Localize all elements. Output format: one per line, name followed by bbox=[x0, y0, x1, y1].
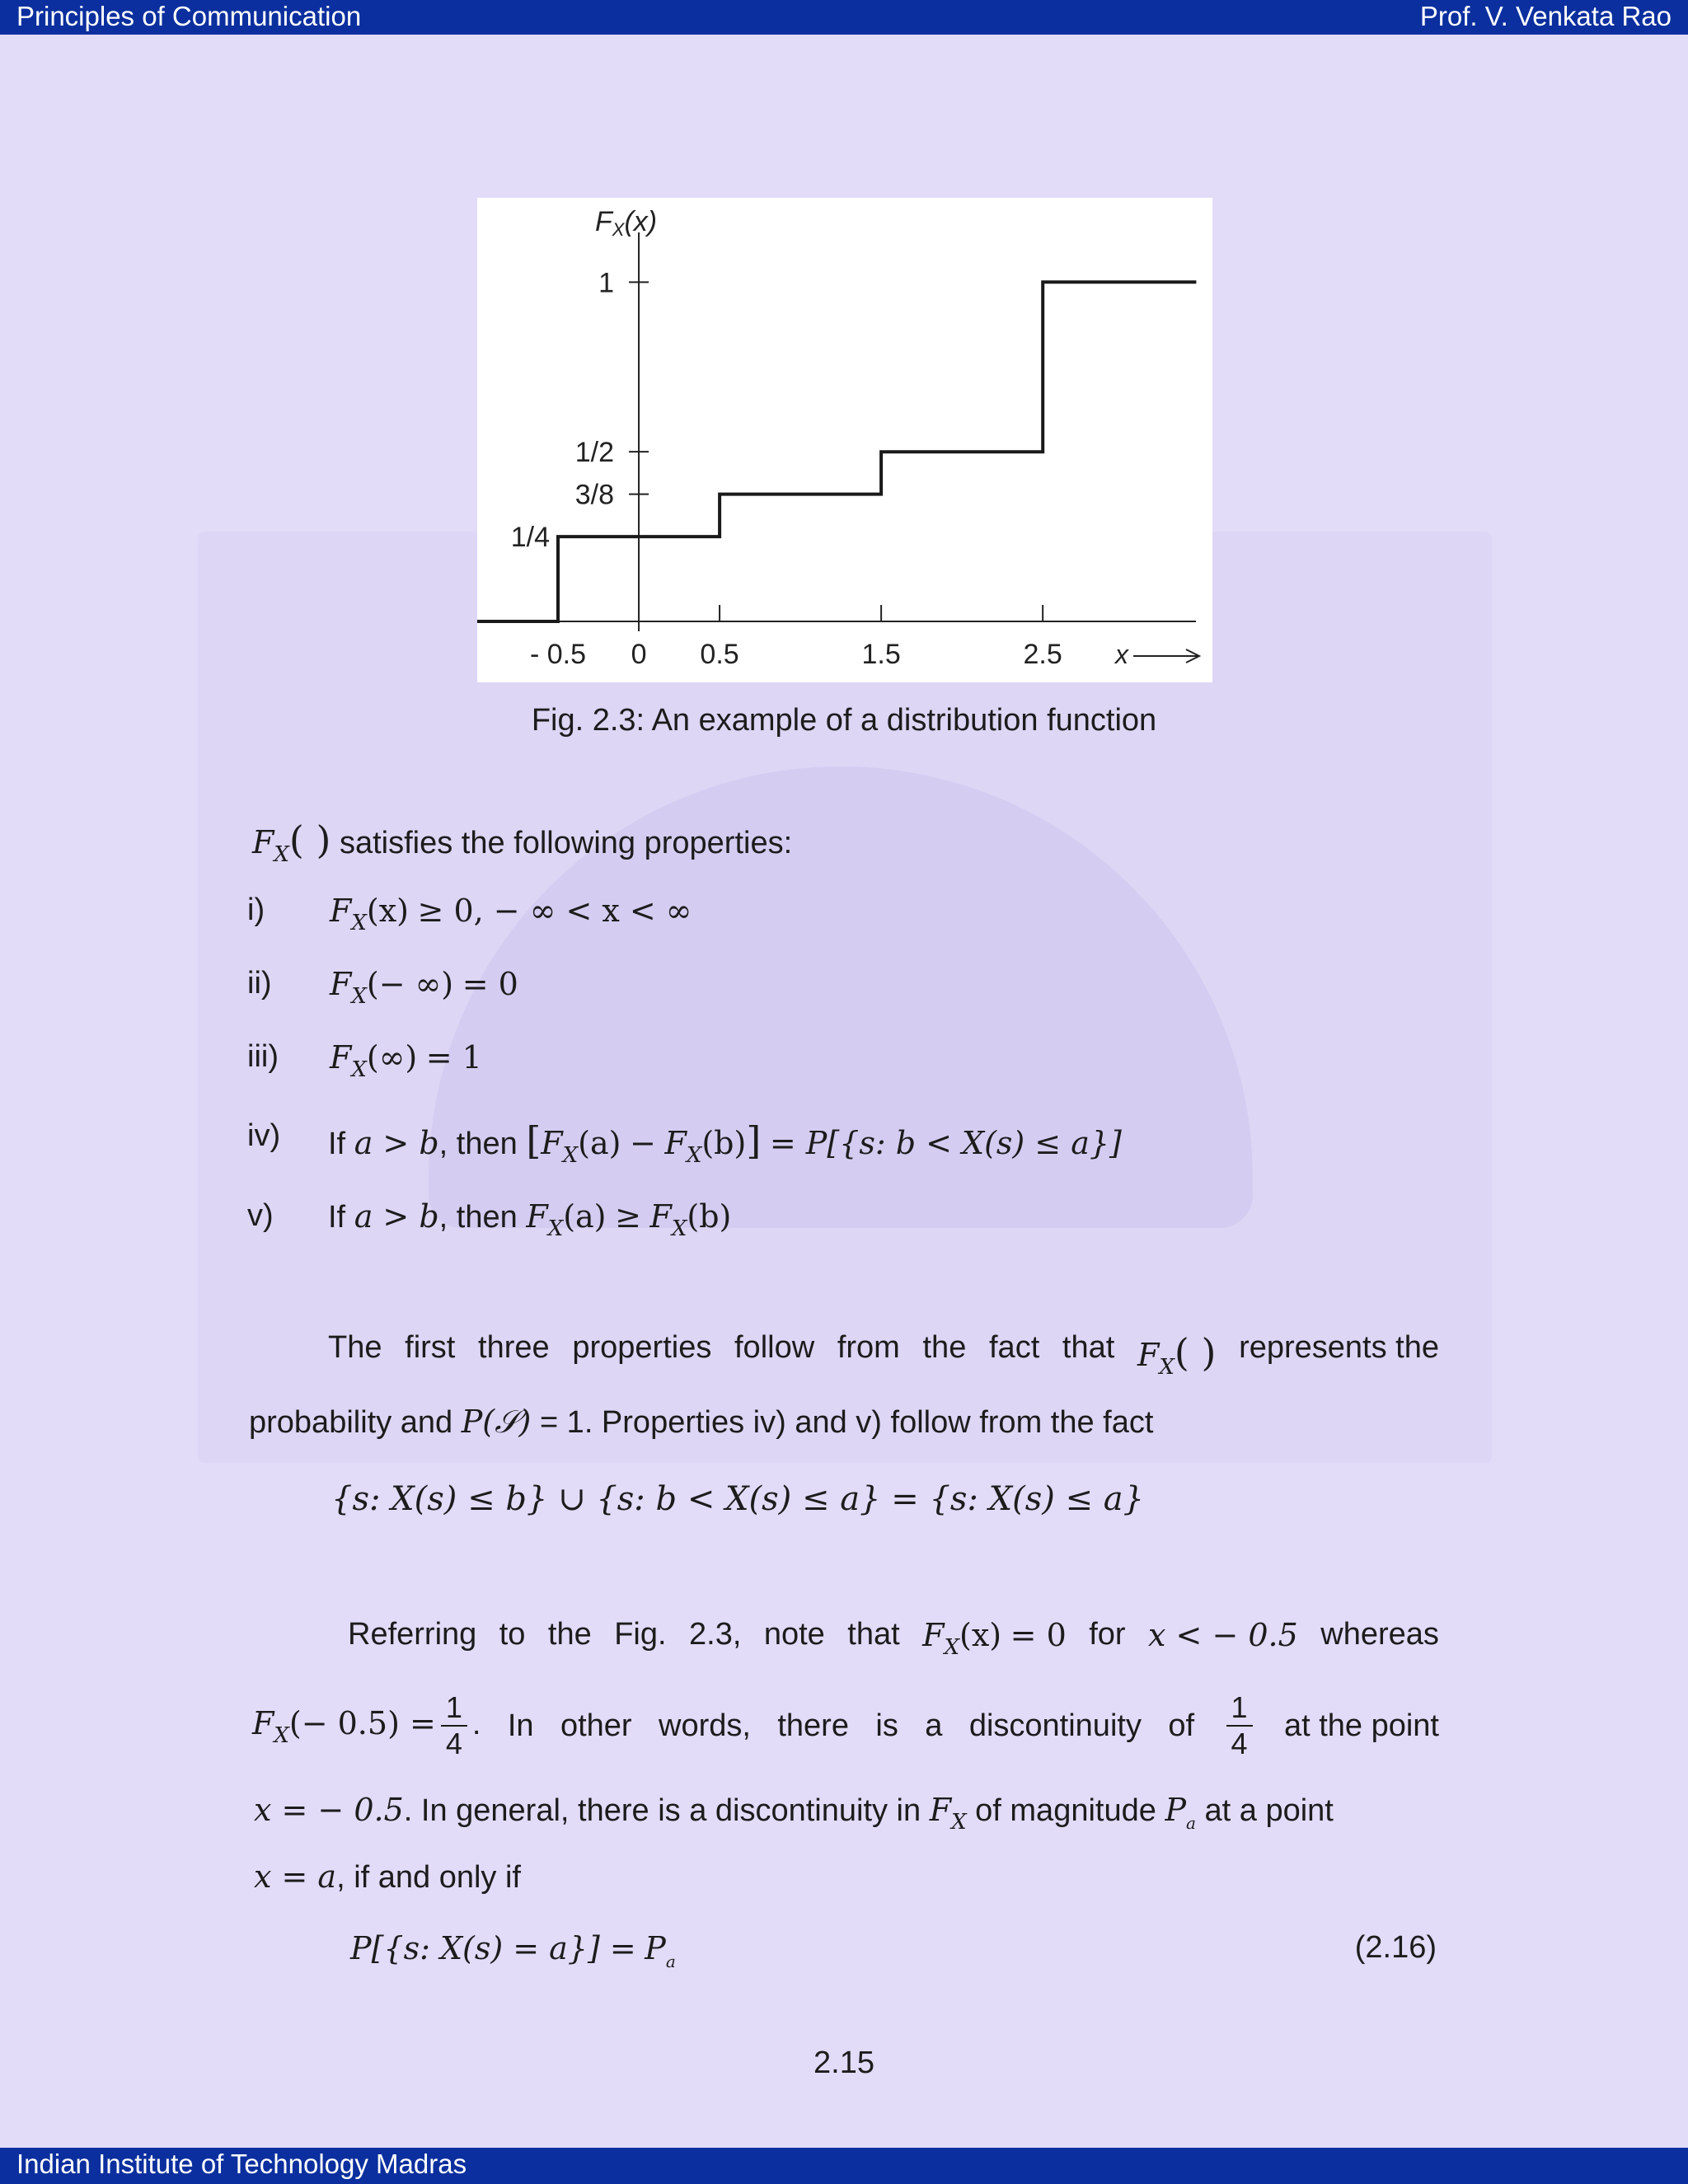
fraction-one-quarter-2: $\frac{1}{4}$ bbox=[1226, 1690, 1253, 1761]
x-tick-label: 2.5 bbox=[1023, 639, 1062, 670]
y-tick-label: 3/8 bbox=[574, 479, 615, 511]
property-ii: ii) $F_X(-$ ∞) = 0 bbox=[247, 966, 518, 1009]
y-axis-label: FX(x) bbox=[595, 206, 658, 240]
x-tick-label: - 0.5 bbox=[529, 639, 587, 670]
page-footer bbox=[0, 2148, 1688, 2184]
intro-label: satisfies the following properties: bbox=[339, 826, 793, 860]
y-tick-label: 1 bbox=[598, 267, 615, 299]
equation-number: (2.16) bbox=[1354, 1930, 1437, 1965]
para2-line4: x = a, if and only if bbox=[254, 1858, 521, 1895]
page-header bbox=[0, 0, 1688, 35]
x-tick-label: 0 bbox=[631, 639, 647, 670]
footer-institute: Indian Institute of Technology Madras bbox=[16, 2149, 467, 2179]
fraction-one-quarter: $\frac{1}{4}$ bbox=[441, 1690, 467, 1761]
properties-intro: $F_X$( ) satisfies the following properties: bbox=[252, 818, 793, 867]
para1-line1: The first three properties follow from the fact that $F_X$( ) represents the bbox=[328, 1330, 1439, 1380]
property-i: i) $F_X(x) \ge 0$, − ∞ < x < ∞ bbox=[247, 893, 692, 935]
distribution-function-chart bbox=[477, 198, 1212, 682]
figure-caption: Fig. 2.3: An example of a distribution function bbox=[531, 703, 1157, 738]
property-iii: iii) $F_X(\infty) = 1$ bbox=[247, 1039, 482, 1082]
x-axis-label: x bbox=[1115, 640, 1128, 669]
y-tick-label: 1/2 bbox=[574, 437, 615, 469]
page-number: 2.15 bbox=[814, 2046, 874, 2080]
para2-line3: x = − 0.5. In general, there is a discontinuity in $F_X$ of magnitude $P_a$ at a point bbox=[254, 1792, 1334, 1835]
y-tick-label: 1/4 bbox=[510, 522, 551, 554]
x-tick-label: 0.5 bbox=[700, 639, 739, 670]
set-union-equation: {s: X(s) ≤ b} ∪ {s: b < X(s) ≤ a} = {s: X(s) ≤ a} bbox=[331, 1480, 1145, 1518]
x-tick-label: 1.5 bbox=[861, 639, 901, 670]
fx-symbol: F bbox=[252, 824, 274, 860]
para2-line2: $F_X(- 0.5)$ = $\frac{1}{4}$ . In other words, there is a discontinuity of $\frac{1}{4}$ at the point bbox=[252, 1690, 1439, 1760]
equation-2-16: P[{s: $X(s) = a\}] = P_a$ bbox=[350, 1930, 676, 1971]
para2-line1: Referring to the Fig. 2.3, note that $F_X(x) = 0$ for x < − 0.5 whereas bbox=[348, 1617, 1439, 1660]
header-title: Principles of Communication bbox=[16, 1, 362, 31]
header-author: Prof. V. Venkata Rao bbox=[1419, 1, 1672, 31]
property-v: v) If a > b, then $F_X(a) \ge F_X(b)$ bbox=[247, 1198, 732, 1241]
property-iv: iv) If a > b, then $[F_X(a) - F_X(b)] = P[\{s$: b < X(s) ≤ a}] bbox=[247, 1118, 1122, 1168]
para1-line2: probability and P(𝒮) = 1. Properties iv) and v) follow from the fact bbox=[249, 1404, 1154, 1440]
